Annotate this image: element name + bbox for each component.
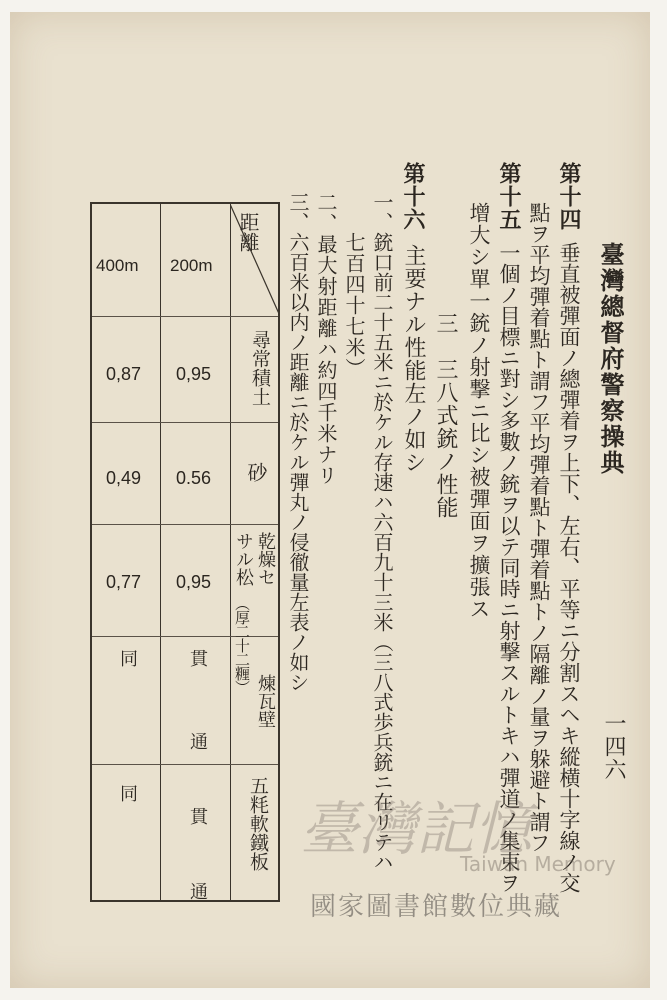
row-3-v400: 0,77 <box>106 572 142 592</box>
penetration-table <box>90 202 280 918</box>
article-16-item-2: 二、最大射距離ハ約四千米ナリ <box>314 192 338 486</box>
article-14-line-2: 點ヲ平均彈着點ト謂フ平均彈着點ト彈着點トノ隔離ノ量ヲ躲避ト謂フ <box>527 202 551 853</box>
row-5-material: 五粍軟鐵板 <box>247 776 269 871</box>
running-title: 臺灣總督府警察操典 <box>596 242 625 476</box>
header-400m: 400m <box>96 256 139 275</box>
row-2-v400: 0,49 <box>106 468 142 488</box>
article-16-intro: 主要ナル性能左ノ如シ <box>401 244 426 474</box>
row-1-material: 尋常積土 <box>249 330 271 406</box>
article-14-id: 第十四 <box>556 162 582 231</box>
article-14-line-1: 垂直被彈面ノ總彈着ヲ上下、左右、平等ニ分割スヘキ縱横十字線ノ交 <box>557 242 581 893</box>
row-4-v400: 同 <box>117 649 138 667</box>
corner-label-distance: 距離 <box>236 212 260 252</box>
section-heading: 三 三八式銃ノ性能 <box>433 312 458 519</box>
row-1-v200: 0,95 <box>176 364 212 384</box>
row-3-material-line-2: サル松 <box>233 532 254 586</box>
row-3-v200: 0,95 <box>176 572 212 592</box>
row-2-material: 砂 <box>244 462 268 482</box>
watermark-subtitle: Taiwan Memory <box>460 852 616 876</box>
article-15-line-1: 一個ノ目標ニ對シ多數ノ銃ヲ以テ同時ニ射撃スルトキハ彈道ノ集束ヲ <box>497 242 521 893</box>
page-number: 一四六 <box>601 712 626 781</box>
row-2-v200: 0.56 <box>176 468 212 488</box>
watermark-org: 國家圖書館數位典藏 <box>310 892 563 922</box>
row-1-v400: 0,87 <box>106 364 142 384</box>
article-16-item-3: 三、六百米以内ノ距離ニ於ケル彈丸ノ侵徹量左表ノ如シ <box>286 192 310 692</box>
watermark-title: 臺灣記憶 <box>300 795 533 863</box>
header-200m: 200m <box>170 256 213 275</box>
row-5-v400: 同 <box>117 784 138 802</box>
article-16-item-1-line-1: 一、銃口前二十五米ニ於ケル存速ハ六百九十三米（三八式歩兵銃ニ在リテハ <box>370 192 394 872</box>
row-4-v200: 貫 <box>187 649 208 667</box>
article-15-id: 第十五 <box>496 162 522 231</box>
document-page <box>10 12 650 988</box>
article-16-id: 第十六 <box>400 162 426 231</box>
row-3-material-note: （厚二十二糎） <box>233 596 251 694</box>
row-5-v200: 通 貫 通 <box>187 732 208 918</box>
row-4-material: 煉瓦壁 <box>255 674 276 728</box>
article-15-line-2: 增大シ單一銃ノ射撃ニ比シ被彈面ヲ擴張ス <box>467 202 491 620</box>
article-16-item-1-line-2: 七百四十七米） <box>342 232 366 379</box>
row-3-material-line-1: 乾燥セ <box>255 532 276 586</box>
